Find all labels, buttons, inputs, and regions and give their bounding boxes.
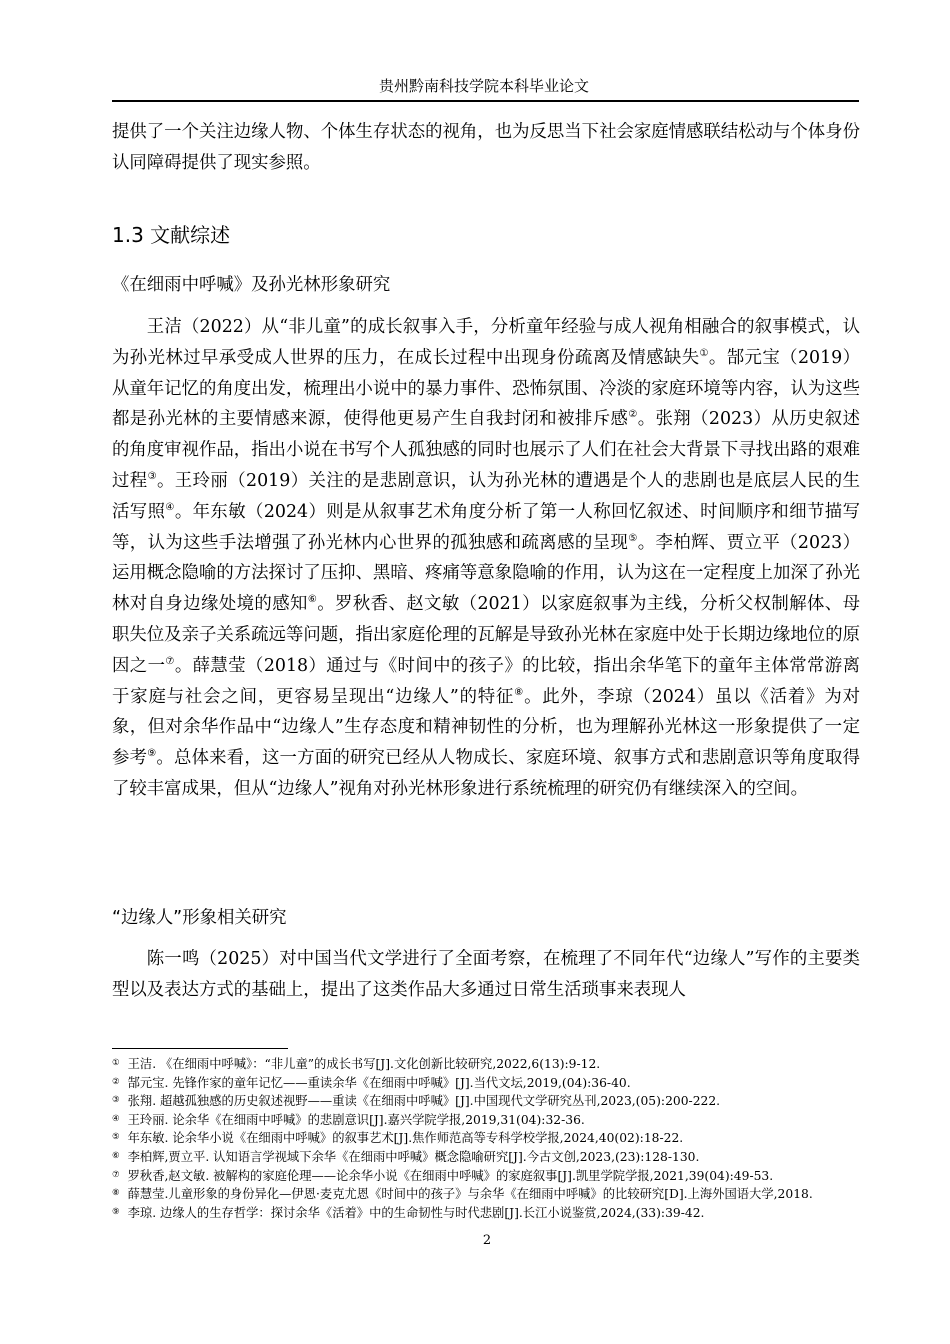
footnote-ref[interactable]: ⑤ <box>628 532 638 544</box>
footnote-mark: ③ <box>112 1095 120 1106</box>
marginal-figure-paragraph: 陈一鸣（2025）对中国当代文学进行了全面考察，在梳理了不同年代“边缘人”写作的主要类型以及表达方式的基础上，提出了这类作品大多通过日常生活琐事来表现人 <box>112 949 860 1000</box>
footnote-text: 郜元宝. 先锋作家的童年记忆——重读余华《在细雨中呼喊》[J].当代文坛,2019,(04):36-40. <box>127 1075 631 1090</box>
paragraph-segment: 。此外，李琼（2024）虽以《活着》为对象，但对余华作品中“边缘人”生存态度和精神韧性的分析，也为理解孙光林这一形象提供了一定参考 <box>112 686 860 769</box>
paragraph-segment: 。张翔（2023）从历史叙述的角度审视作品，指出小说在书写个人孤独感的同时也展示了人们在社会大背景下寻找出路的艰难过程 <box>112 409 860 491</box>
paragraph-segment: 。年东敏（2024）则是从叙事艺术角度分析了第一人称回忆叙述、时间顺序和细节描写等，认为这些手法增强了孙光林内心世界的孤独感和疏离感的呈现 <box>112 501 861 553</box>
footnote-mark: ② <box>112 1076 120 1087</box>
footnote-ref[interactable]: ⑦ <box>165 655 175 667</box>
paragraph-segment: 。总体来看，这一方面的研究已经从人物成长、家庭环境、叙事方式和悲剧意识等角度取得了较丰富成果，但从“边缘人”视角对孙光林形象进行系统梳理的研究仍有继续深入的空间。 <box>112 748 860 799</box>
footnote-item <box>112 1074 860 1093</box>
footnote-mark: ⑤ <box>112 1132 120 1143</box>
subsection-title-1: 《在细雨中呼喊》及孙光林形象研究 <box>112 275 391 295</box>
footnote-divider <box>112 1048 288 1049</box>
paragraph-segment: 。罗秋香、赵文敏（2021）以家庭叙事为主线，分析父权制解体、母职失位及亲子关系疏远等问题，指出家庭伦理的瓦解是导致孙光林在家庭中处于长期边缘地位的原因之一 <box>112 594 860 676</box>
intro-paragraph: 提供了一个关注边缘人物、个体生存状态的视角，也为反思当下社会家庭情感联结松动与个体身份认同障碍提供了现实参照。 <box>112 122 860 173</box>
footnote-list <box>112 1055 860 1222</box>
footnote-ref[interactable]: ⑥ <box>307 594 318 606</box>
paragraph-segment: 。王玲丽（2019）关注的是悲剧意识，认为孙光林的遭遇是个人的悲剧也是底层人民的生活写照 <box>112 470 860 522</box>
footnote-item <box>112 1129 860 1148</box>
footnote-ref[interactable]: ④ <box>165 501 175 513</box>
footnote-item <box>112 1204 860 1223</box>
footnote-mark: ⑥ <box>112 1150 120 1161</box>
footnote-text: 李柏辉,贾立平. 认知语言学视域下余华《在细雨中呼喊》概念隐喻研究[J].今古文创,2023,(23):128-130. <box>127 1149 700 1164</box>
subsection-title-2: “边缘人”形象相关研究 <box>112 908 287 928</box>
footnote-mark: ⑨ <box>112 1206 120 1217</box>
header-divider <box>112 100 859 102</box>
footnote-mark: ① <box>112 1058 120 1068</box>
footnote-item <box>112 1148 860 1167</box>
footnote-ref[interactable]: ⑧ <box>514 686 525 698</box>
footnote-item <box>112 1167 860 1186</box>
footnote-item <box>112 1092 860 1111</box>
footnote-item <box>112 1185 860 1204</box>
footnote-item <box>112 1055 860 1074</box>
footnote-text: 王洁. 《在细雨中呼喊》：“非儿童”的成长书写[J].文化创新比较研究,2022,6(13):9-12. <box>127 1057 601 1071</box>
page-number: 2 <box>482 1233 492 1248</box>
running-header: 贵州黔南科技学院本科毕业论文 <box>378 77 589 95</box>
paragraph-segment: 王洁（2022）从“非儿童”的成长叙事入手，分析童年经验与成人视角相融合的叙事模式，认为孙光林过早承受成人世界的压力，在成长过程中出现身份疏离及情感缺失 <box>112 317 860 368</box>
footnote-mark: ⑧ <box>112 1188 120 1199</box>
footnote-ref[interactable]: ② <box>628 409 638 421</box>
footnote-text: 年东敏. 论余华小说《在细雨中呼喊》的叙事艺术[J].焦作师范高等专科学校学报,2024,40(02):18-22. <box>127 1131 684 1146</box>
section-title: 1.3 文献综述 <box>112 223 231 247</box>
footnote-text: 王玲丽. 论余华《在细雨中呼喊》的悲剧意识[J].嘉兴学院学报,2019,31(04):32-36. <box>127 1112 585 1127</box>
footnote-text: 罗秋香,赵文敏. 被解构的家庭伦理——论余华小说《在细雨中呼喊》的家庭叙事[J].凯里学院学报,2021,39(04):49-53. <box>127 1168 774 1183</box>
footnote-text: 薛慧莹.儿童形象的身份异化—伊恩·麦克尤恩《时间中的孩子》与余华《在细雨中呼喊》的比较研究[D].上海外国语大学,2018. <box>127 1187 813 1202</box>
paragraph-segment: 。李柏辉、贾立平（2023）运用概念隐喻的方法探讨了压抑、黑暗、疼痛等意象隐喻的作用，认为这在一定程度上加深了孙光林对自身边缘处境的感知 <box>112 532 860 615</box>
paragraph-segment: 。郜元宝（2019）从童年记忆的角度出发，梳理出小说中的暴力事件、恐怖氛围、冷淡的家庭环境等内容，认为这些都是孙光林的主要情感来源，使得他更易产生自我封闭和被排斥感 <box>112 347 861 430</box>
footnote-ref[interactable]: ⑨ <box>147 748 157 760</box>
paragraph-segment: 。薛慧莹（2018）通过与《时间中的孩子》的比较，指出余华笔下的童年主体常常游离于家庭与社会之间，更容易呈现出“边缘人”的特征 <box>112 655 861 707</box>
footnote-text: 李琼. 边缘人的生存哲学：探讨余华《活着》中的生命韧性与时代悲剧[J].长江小说鉴赏,2024,(33):39-42. <box>127 1205 705 1220</box>
footnote-ref[interactable]: ① <box>699 347 709 359</box>
literature-review-paragraph <box>112 312 860 805</box>
footnote-item <box>112 1111 860 1130</box>
footnote-ref[interactable]: ③ <box>147 470 157 482</box>
footnote-mark: ⑦ <box>112 1169 120 1180</box>
footnote-mark: ④ <box>112 1113 120 1124</box>
footnote-text: 张翔. 超越孤独感的历史叙述视野——重读《在细雨中呼喊》[J].中国现代文学研究丛刊,2023,(05):200-222. <box>127 1094 721 1109</box>
